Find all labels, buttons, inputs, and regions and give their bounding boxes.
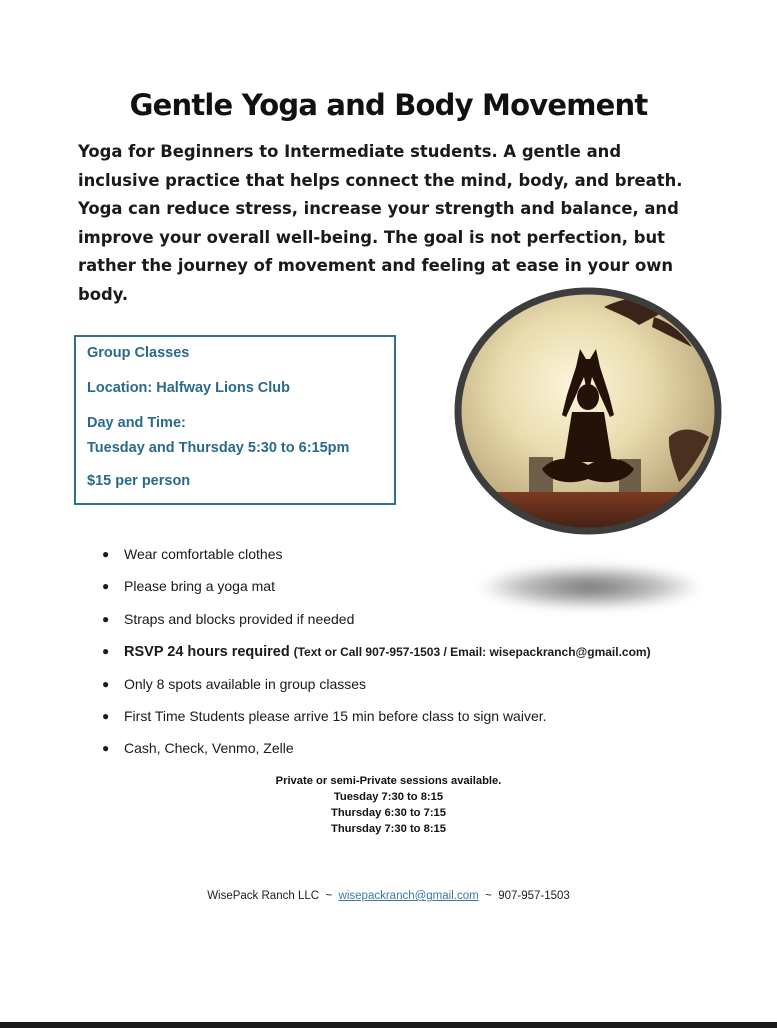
list-item: ● Wear comfortable clothes bbox=[102, 546, 283, 562]
list-item: ● Straps and blocks provided if needed bbox=[102, 610, 355, 627]
info-bullet-list bbox=[102, 544, 651, 771]
list-item: ● Only 8 spots available in group classes bbox=[102, 675, 367, 692]
price-text: $15 per person bbox=[87, 473, 191, 489]
list-item: ● RSVP 24 hours required (Text or Call 907-957-1503 / Email: wisepackranch@gmail.com) bbox=[102, 644, 651, 661]
rsvp-contact-note: (Text or Call 907-957-1503 / Email: wisepackranch@gmail.com) bbox=[293, 645, 651, 660]
footer bbox=[0, 890, 777, 902]
list-item: ● Cash, Check, Venmo, Zelle bbox=[102, 740, 294, 757]
footer-phone: 907-957-1503 bbox=[498, 890, 570, 902]
group-classes-box bbox=[74, 335, 396, 505]
intro-paragraph: Yoga for Beginners to Intermediate students. A gentle and inclusive practice that helps connect the mind, body, and breath. Yoga can reduce stress, increase your strength and balance, and improve your overall well-being. The goal is not perfection, but rather the journey of movement and feeling at ease in your own body. bbox=[78, 142, 683, 304]
page-title: Gentle Yoga and Body Movement bbox=[129, 88, 648, 122]
footer-separator: ~ bbox=[485, 890, 492, 902]
session-time: Tuesday 7:30 to 8:15 bbox=[333, 791, 444, 803]
day-time-value: Tuesday and Thursday 5:30 to 6:15pm bbox=[87, 440, 350, 456]
group-classes-heading: Group Classes bbox=[87, 345, 190, 361]
session-time: Thursday 6:30 to 7:15 bbox=[330, 807, 447, 819]
day-time-label: Day and Time: bbox=[87, 415, 186, 431]
location-text: Location: Halfway Lions Club bbox=[87, 380, 291, 396]
footer-company: WisePack Ranch LLC bbox=[207, 890, 320, 902]
yoga-silhouette-photo bbox=[454, 287, 722, 535]
list-item: ● First Time Students please arrive 15 min before class to sign waiver. bbox=[102, 707, 547, 724]
session-time: Thursday 7:30 to 8:15 bbox=[330, 823, 447, 835]
list-item: ● Please bring a yoga mat bbox=[102, 578, 275, 595]
footer-separator: ~ bbox=[325, 890, 333, 902]
bottom-bar bbox=[0, 1022, 777, 1028]
footer-email-link[interactable]: wisepackranch@gmail.com bbox=[338, 890, 479, 902]
private-sessions bbox=[0, 773, 777, 837]
private-sessions-heading: Private or semi-Private sessions available. bbox=[275, 775, 502, 787]
